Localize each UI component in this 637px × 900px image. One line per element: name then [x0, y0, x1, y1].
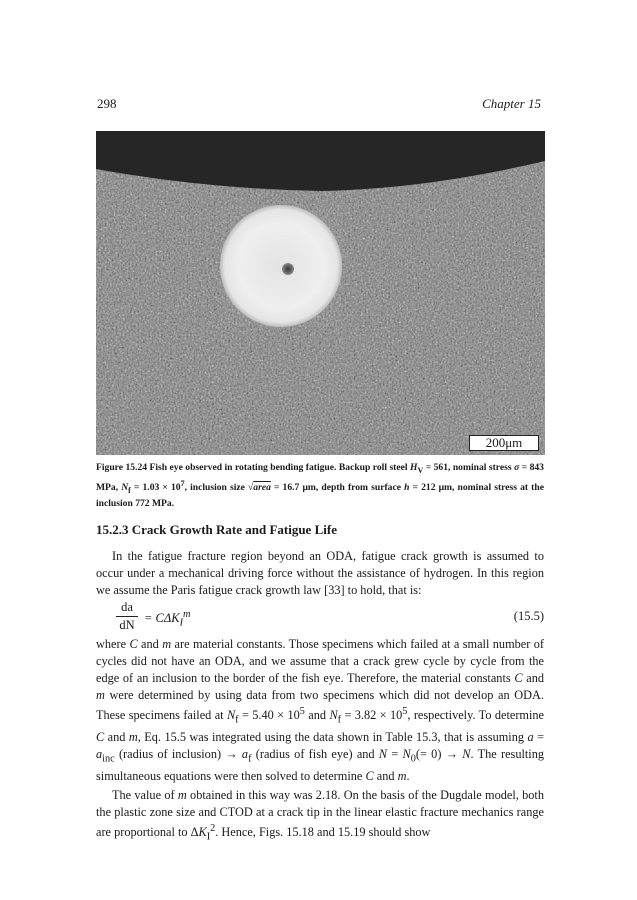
p2-text: =: [387, 746, 403, 761]
inclusion: [282, 263, 294, 275]
p2-sup: 5: [402, 705, 408, 717]
caption-sub: V: [417, 465, 424, 475]
paragraph-2: [96, 636, 544, 785]
caption-sub: f: [128, 486, 131, 496]
eq-denominator: dN: [119, 618, 135, 632]
caption-text: = 843 MPa,: [96, 462, 544, 494]
caption-var: H: [410, 462, 418, 473]
eq-numerator: da: [116, 600, 138, 617]
p2-var: m: [128, 730, 138, 745]
figure-photo: [96, 131, 545, 455]
equation-number: (15.5): [513, 609, 544, 623]
p2-var: N: [402, 746, 411, 761]
p2-var: a: [527, 730, 534, 745]
p3-var: K: [198, 824, 207, 839]
p2-sup: 5: [299, 705, 305, 717]
p3-text: . Hence, Figs. 15.18 and 15.19 should show: [215, 824, 431, 839]
p2-var: N: [226, 707, 236, 722]
figure-caption: [96, 461, 544, 511]
p2-var: N: [329, 707, 338, 722]
p3-text: The value of: [112, 788, 178, 802]
p2-text: and: [104, 730, 129, 745]
p2-text: . The resulting simultaneous equations were then solved to determine: [96, 746, 545, 784]
p2-var: a: [241, 746, 249, 761]
page-number: 298: [97, 96, 117, 111]
caption-text: Fish eye observed in rotating bending fatigue. Backup roll steel: [149, 462, 410, 473]
p2-text: = 5.40 × 10: [238, 707, 300, 722]
caption-text: = 1.03 × 10: [130, 482, 181, 494]
scale-bar: 200μm: [469, 435, 539, 451]
caption-text: , inclusion size: [184, 482, 249, 494]
eq-rhs-sub: I: [179, 617, 184, 629]
p2-var: C: [365, 769, 374, 784]
p2-sub: 0: [410, 753, 416, 765]
paragraph-1: In the fatigue fracture region beyond an ODA, fatigue crack growth is assumed to occur under a mechanical driving force without the assistance of hydrogen. In this region we assume the Paris fatigue crack growth law [33] to hold, that is:: [96, 549, 544, 597]
p3-sup: 2: [210, 822, 216, 834]
equation-15-5: [116, 600, 544, 640]
caption-text: = 16.7 μm, depth from surface: [270, 482, 405, 494]
section-number: 15.2.3: [96, 522, 129, 537]
p2-text: and: [522, 670, 544, 685]
p2-text: (= 0) →: [415, 746, 463, 761]
p2-text: and: [137, 637, 163, 651]
caption-var: σ: [514, 462, 520, 473]
eq-rhs-exp: m: [183, 609, 191, 620]
caption-var: area: [253, 482, 271, 494]
p2-sub: f: [337, 714, 342, 726]
p2-text: =: [533, 730, 545, 745]
p2-text: = 3.82 × 10: [341, 707, 403, 722]
p2-text: , respectively. To determine: [407, 707, 545, 722]
caption-text: = 212 μm, nominal stress at the inclusion 772 MPa.: [96, 482, 544, 510]
p3-text: obtained in this way was 2.18. On the basis of the Dugdale model, both the plastic zone size and CTOD at a crack tip in the linear elastic fracture mechanics range are proportional to Δ: [96, 788, 544, 839]
fish-eye-micrograph: [96, 131, 545, 455]
p2-text: .: [406, 769, 410, 784]
caption-var: h: [404, 482, 410, 494]
section-heading: [96, 522, 337, 538]
p2-sub: inc: [102, 753, 115, 765]
section-title: Crack Growth Rate and Fatigue Life: [131, 522, 337, 537]
eq-rhs-text: = CΔK: [144, 611, 180, 626]
p2-sub: f: [248, 753, 252, 765]
p2-text: , Eq. 15.5 was integrated using the data shown in Table 15.3, that is assuming: [137, 730, 528, 745]
caption-sup: 7: [180, 479, 185, 489]
fish-eye-texture: [220, 205, 342, 327]
p2-var: m: [96, 687, 105, 702]
eq-rhs: [144, 609, 191, 629]
p2-var: N: [462, 746, 471, 761]
caption-text: = 561, nominal stress: [423, 462, 515, 473]
p2-text: are material constants. Those specimens which failed at a small number of cycles did not have an ODA, and we assume that a crack grew cycle by cycle from the edge of an inclusion to the border of the fish eye. Therefore, the material constants: [96, 637, 545, 685]
p2-text: (radius of fish eye) and: [251, 746, 379, 761]
p3-var: m: [177, 788, 187, 802]
p2-sub: f: [235, 714, 239, 726]
p2-var: N: [378, 746, 388, 761]
p2-text: and: [373, 769, 398, 784]
caption-var: N: [121, 482, 129, 494]
p2-var: C: [514, 670, 523, 685]
sqrt-symbol: √: [248, 482, 254, 494]
p2-var: C: [96, 730, 105, 745]
p2-text: and: [304, 707, 330, 722]
p3-sub: I: [206, 831, 211, 843]
p2-text: (radius of inclusion) →: [114, 746, 242, 761]
p2-var: a: [96, 746, 103, 761]
paragraph-3: [96, 787, 544, 846]
p2-var: m: [162, 637, 172, 651]
p2-text: where: [96, 637, 130, 651]
eq-fraction: [116, 600, 138, 633]
p2-var: m: [397, 769, 407, 784]
p2-var: C: [129, 637, 138, 651]
caption-label: Figure 15.24: [96, 462, 148, 473]
running-head: Chapter 15: [482, 96, 541, 111]
p2-text: were determined by using data from two specimens which did not develop an ODA. These specimens failed at: [96, 687, 544, 722]
